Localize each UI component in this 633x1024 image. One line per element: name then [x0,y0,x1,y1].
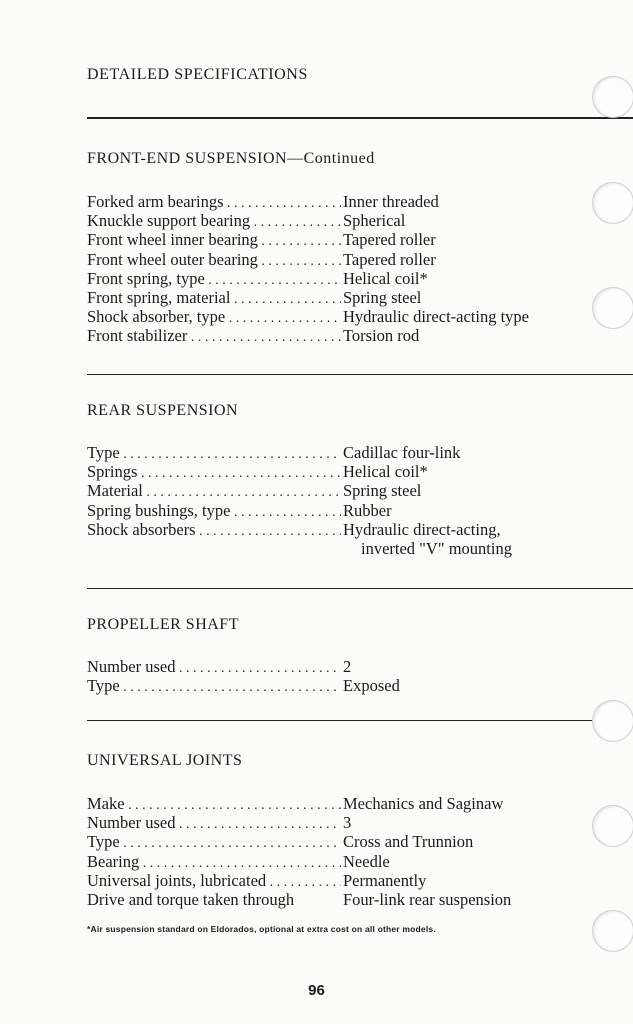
spec-row [87,230,607,249]
spec-label: Forked arm bearings . . . [87,192,341,211]
spec-label: Front spring, material . . . [87,288,341,307]
section-title-universal-joints: UNIVERSAL JOINTS [87,752,243,769]
section-title-front-end-suspension: FRONT-END SUSPENSION—Continued [87,150,375,167]
spec-value: Torsion rod [343,326,420,346]
spec-value: Spherical [343,211,406,231]
spec-label: Type . . . [87,676,341,695]
spec-list-propeller-shaft [87,657,607,695]
spec-value: Tapered roller [343,249,436,269]
spec-label: Spring bushings, type . . . [87,501,341,520]
spec-label: Shock absorbers . . . [87,520,341,539]
spec-row [87,657,607,676]
spec-row [87,481,607,500]
spec-value: Tapered roller [343,230,436,250]
spec-value: Spring steel [343,481,422,501]
spec-label: Universal joints, lubricated . . . [87,871,341,890]
spec-row [87,326,607,345]
section-rule [87,374,633,375]
spec-value: Helical coil* [343,268,428,288]
spec-row [87,794,607,813]
spec-value: Exposed [343,676,400,696]
spec-value: Rubber [343,500,392,520]
spec-list-rear-suspension [87,443,607,558]
spec-label: Material . . . [87,481,341,500]
spec-row-continuation [87,539,607,558]
section-title-rear-suspension: REAR SUSPENSION [87,402,239,419]
spec-label: Front spring, type . . . [87,269,341,288]
spec-value: Four-link rear suspension [343,889,512,909]
spec-row [87,462,607,481]
spec-label: Type . . . [87,832,341,851]
spec-label: Springs . . . [87,462,341,481]
spec-value: Needle [343,851,390,871]
spec-value: Inner threaded [343,192,439,211]
spec-row [87,307,607,326]
spec-label: Bearing . . . [87,852,341,871]
page-header: DETAILED SPECIFICATIONS [87,66,308,83]
binder-hole-icon [592,805,633,847]
spec-label: Front wheel inner bearing . . . [87,230,341,249]
spec-row [87,192,607,211]
binder-hole-icon [592,700,633,742]
section-rule [87,588,633,589]
spec-row [87,211,607,230]
spec-value: Permanently [343,870,427,890]
spec-value: Hydraulic direct-acting type [343,307,530,327]
spec-label: Front wheel outer bearing . . . [87,250,341,269]
header-rule [87,117,633,119]
spec-label: Make . . . [87,794,341,813]
spec-label: Type . . . [87,443,341,462]
spec-value: 2 [343,657,352,676]
spec-list-front-end-suspension [87,192,607,346]
spec-label: Knuckle support bearing . . . [87,211,341,230]
spec-row [87,813,607,832]
spec-value: Hydraulic direct-acting, [343,519,501,539]
spec-row [87,871,607,890]
binder-hole-icon [592,182,633,224]
spec-value: Helical coil* [343,462,428,482]
footnote: *Air suspension standard on Eldorados, optional at extra cost on all other models. [87,924,436,934]
section-title-propeller-shaft: PROPELLER SHAFT [87,616,239,633]
spec-row [87,852,607,871]
spec-value: Cross and Trunnion [343,832,474,852]
spec-row [87,520,607,539]
spec-label: Drive and torque taken through [87,889,295,909]
page-number: 96 [308,982,325,999]
spec-value: Mechanics and Saginaw [343,794,504,813]
spec-label: Front stabilizer . . . [87,326,341,345]
spec-value: Cadillac four-link [343,443,461,462]
spec-list-universal-joints [87,794,607,909]
spec-label: Number used . . . [87,813,341,832]
spec-label: Number used . . . [87,657,341,676]
spec-label-empty [87,539,341,558]
binder-hole-icon [592,287,633,329]
spec-value: 3 [343,813,352,833]
spec-row [87,250,607,269]
binder-hole-icon [592,910,633,952]
spec-row [87,269,607,288]
spec-row [87,288,607,307]
section-rule [87,720,633,721]
binder-hole-icon [592,76,633,118]
spec-row [87,501,607,520]
spec-row [87,832,607,851]
spec-row [87,676,607,695]
spec-label: Shock absorber, type . . . [87,307,341,326]
spec-value-continuation: inverted "V" mounting [361,538,512,558]
spec-value: Spring steel [343,287,422,307]
spec-row [87,890,607,909]
spec-row [87,443,607,462]
